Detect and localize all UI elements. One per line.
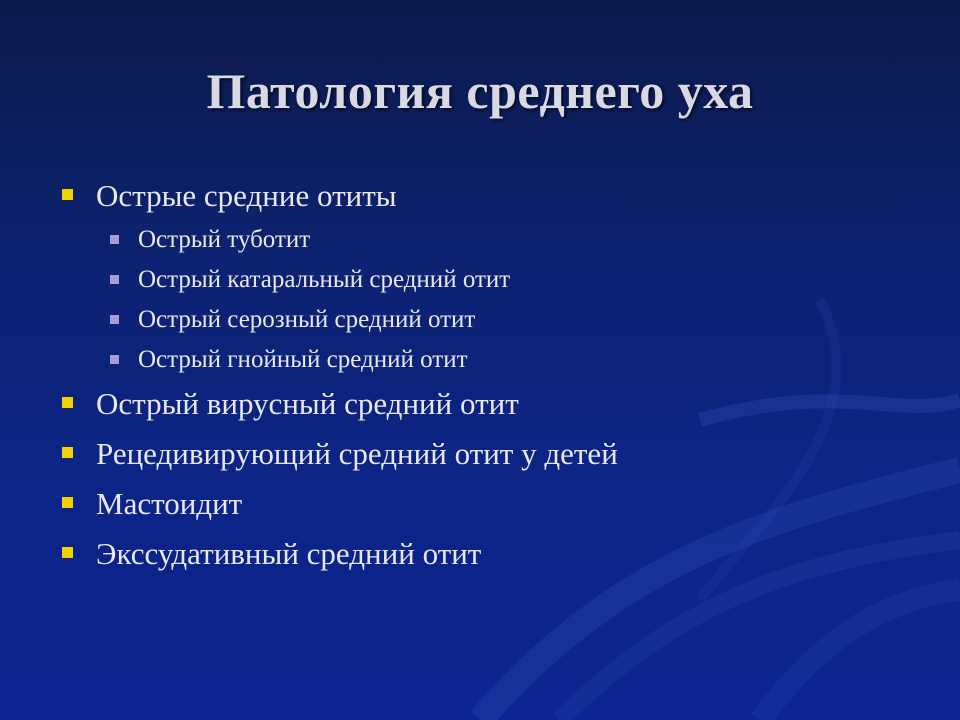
list-item-text: Острый вирусный средний отит [96,386,519,421]
list-item-text: Рецедивирующий средний отит у детей [96,436,618,471]
list-item [60,536,920,572]
sub-list [60,226,920,374]
list-item [60,436,920,472]
square-bullet-icon [110,275,119,284]
square-bullet-icon [110,315,119,324]
sub-list-item-text: Острый гнойный средний отит [138,346,468,373]
square-bullet-icon [62,497,73,508]
square-bullet-icon [62,397,73,408]
square-bullet-icon [62,447,73,458]
sub-list-item [60,226,920,254]
list-item-text: Острые средние отиты [96,178,397,213]
sub-list-item [60,346,920,374]
sub-list-item-text: Острый туботит [138,226,311,253]
sub-list-item-text: Острый катаральный средний отит [138,266,511,293]
square-bullet-icon [110,235,119,244]
sub-list-item [60,266,920,294]
square-bullet-icon [110,355,119,364]
bullet-list [60,178,920,586]
list-item [60,178,920,214]
list-item [60,386,920,422]
list-item [60,486,920,522]
sub-list-item [60,306,920,334]
list-item-text: Мастоидит [96,486,243,521]
list-item-text: Экссудативный средний отит [96,536,482,571]
square-bullet-icon [62,189,73,200]
slide-title: Патология среднего уха [206,63,754,119]
square-bullet-icon [62,547,73,558]
sub-list-item-text: Острый серозный средний отит [138,306,476,333]
